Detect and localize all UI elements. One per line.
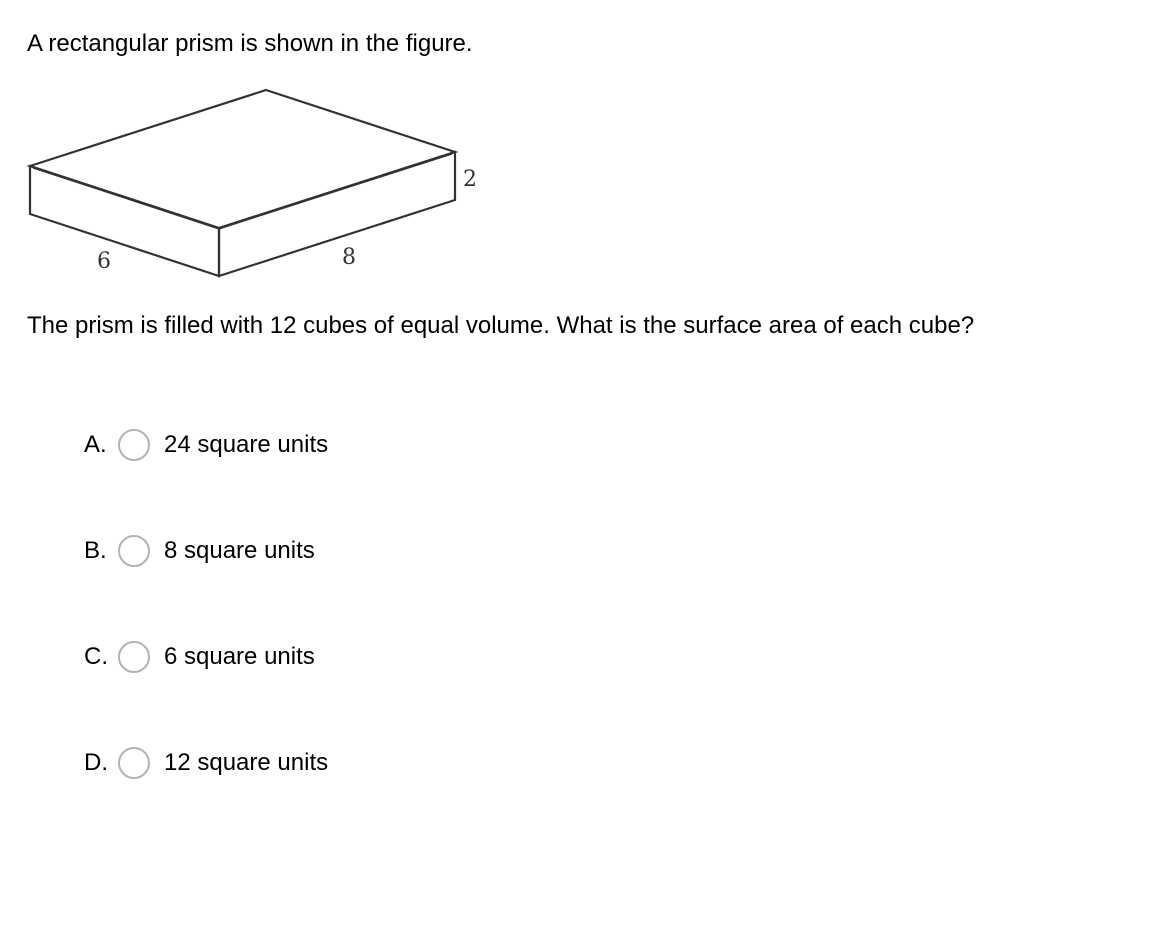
option-letter: B.: [84, 537, 107, 564]
option-text: 12 square units: [164, 749, 329, 776]
option-text: 8 square units: [164, 537, 315, 564]
prism-front-right-face: [219, 152, 455, 276]
dimension-label-2: 2: [463, 167, 477, 192]
radio-button-b[interactable]: [118, 535, 150, 567]
radio-button-a[interactable]: [118, 429, 150, 461]
dimension-label-6: 6: [97, 249, 111, 274]
dimension-label-8: 8: [342, 245, 356, 270]
prism-front-left-face: [30, 166, 219, 276]
option-letter: A.: [84, 431, 107, 458]
prism-figure: [22, 84, 502, 280]
radio-button-d[interactable]: [118, 747, 150, 779]
prism-drawing: [22, 84, 502, 280]
option-text: 24 square units: [164, 431, 329, 458]
option-letter: D.: [84, 749, 108, 776]
question-intro: A rectangular prism is shown in the figure.: [27, 30, 473, 57]
question-text: The prism is filled with 12 cubes of equal volume. What is the surface area of each cube?: [27, 312, 975, 339]
answer-option-b[interactable]: [84, 532, 315, 570]
option-letter: C.: [84, 643, 108, 670]
answer-option-c[interactable]: [84, 638, 315, 676]
option-text: 6 square units: [164, 643, 315, 670]
prism-top-face: [30, 90, 455, 228]
answer-option-a[interactable]: [84, 426, 328, 464]
radio-button-c[interactable]: [118, 641, 150, 673]
answer-option-d[interactable]: [84, 744, 328, 782]
